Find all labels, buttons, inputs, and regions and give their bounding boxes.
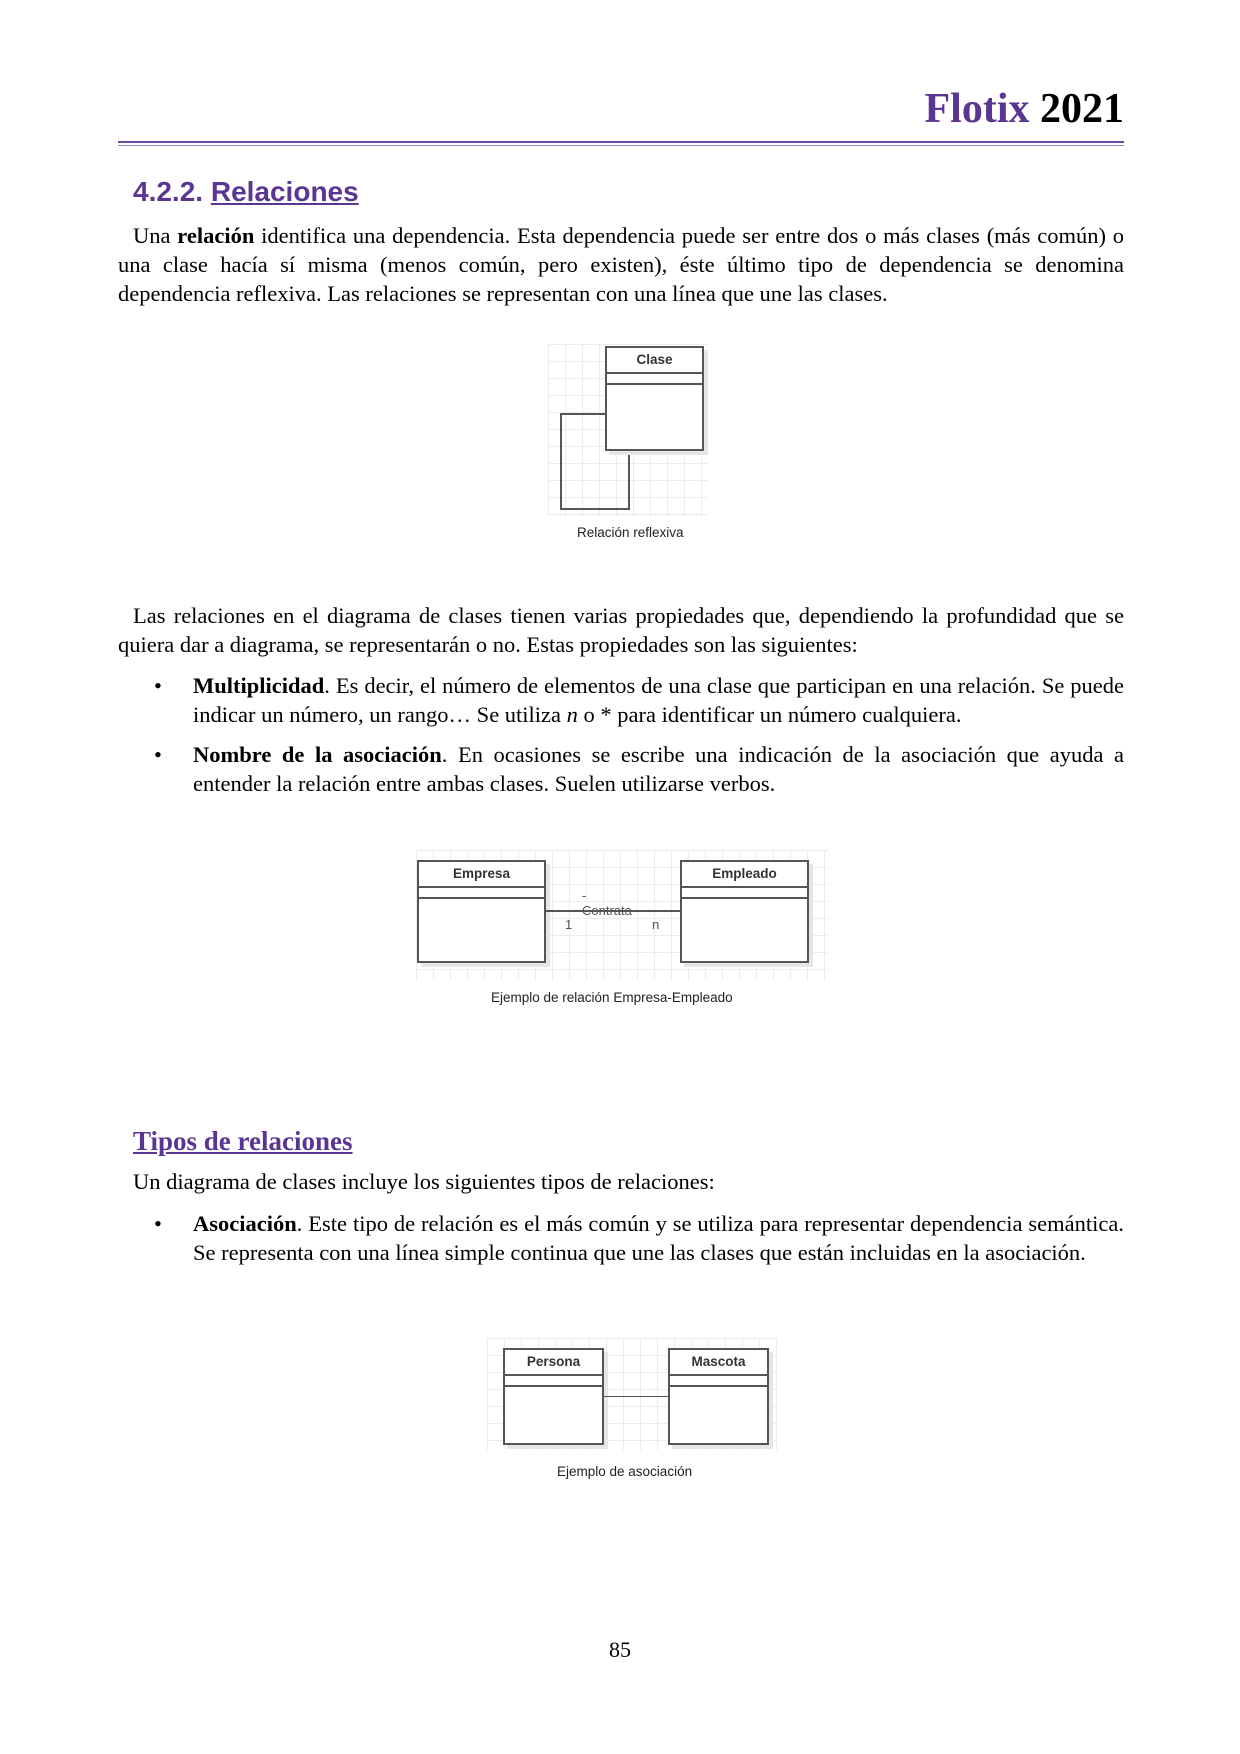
page-number: 85 bbox=[609, 1637, 631, 1662]
header-divider-thin bbox=[118, 145, 1124, 146]
subsection-heading: Tipos de relaciones bbox=[133, 1126, 353, 1156]
class-attributes bbox=[670, 1376, 767, 1387]
uml-class-empresa bbox=[417, 860, 546, 963]
figure-caption: Relación reflexiva bbox=[577, 525, 684, 540]
types-intro-paragraph: Un diagrama de clases incluye los siguientes tipos de relaciones: bbox=[133, 1169, 715, 1194]
bullet-icon: • bbox=[154, 1211, 162, 1236]
header-divider bbox=[118, 141, 1124, 143]
term-relacion: relación bbox=[177, 223, 255, 248]
intro-paragraph: Una relación identifica una dependencia. Esta dependencia puede ser entre dos o más clases (más común) o una clase hacía sí misma (menos común, pero existen), éste último tipo de dependencia se denomina dependencia reflexiva. Las relaciones se representan con una línea que une las clases. bbox=[118, 223, 1124, 306]
left-multiplicity: 1 bbox=[565, 917, 573, 932]
figure-caption: Ejemplo de relación Empresa-Empleado bbox=[491, 990, 733, 1005]
class-name: Empleado bbox=[682, 862, 807, 888]
list-item-multiplicidad: • Multiplicidad. Es decir, el número de elementos de una clase que participan en una relación. Se puede indicar un número, un rango… Se utiliza n o * para identificar un número cualquiera. bbox=[154, 673, 1124, 727]
types-list bbox=[118, 1209, 1124, 1278]
class-name: Empresa bbox=[419, 862, 544, 888]
section-title: Relaciones bbox=[210, 176, 359, 207]
class-attributes bbox=[419, 888, 544, 899]
document-header-title bbox=[925, 88, 1124, 130]
class-name: Mascota bbox=[670, 1350, 767, 1376]
loop-line-top bbox=[560, 413, 608, 415]
figure-caption: Ejemplo de asociación bbox=[557, 1464, 693, 1479]
association-line bbox=[603, 1396, 669, 1397]
class-attributes bbox=[682, 888, 807, 899]
class-attributes bbox=[505, 1376, 602, 1387]
properties-list bbox=[118, 671, 1124, 809]
uml-class-empleado bbox=[680, 860, 809, 963]
class-attributes bbox=[607, 374, 702, 385]
section-number: 4.2.2. bbox=[133, 176, 204, 207]
uml-class-mascota bbox=[668, 1348, 769, 1445]
loop-line-right bbox=[628, 450, 630, 510]
header-year: 2021 bbox=[1040, 86, 1124, 132]
section-heading bbox=[133, 176, 359, 208]
list-item-asociacion: • Asociación. Este tipo de relación es el más común y se utiliza para representar dependencia semántica. Se representa con una línea simple continua que une las clases que están incluidas en la asociación. bbox=[154, 1211, 1124, 1265]
bullet-icon: • bbox=[154, 742, 162, 767]
bullet-icon: • bbox=[154, 673, 162, 698]
class-name: Clase bbox=[607, 348, 702, 374]
list-item-nombre-asociacion: • Nombre de la asociación. En ocasiones se escribe una indicación de la asociación que ayuda a entender la relación entre ambas clases. Suelen utilizarse verbos. bbox=[154, 742, 1124, 796]
association-name: -Contrata- bbox=[582, 888, 637, 918]
class-name: Persona bbox=[505, 1350, 602, 1376]
loop-line-left bbox=[560, 413, 562, 510]
properties-paragraph: Las relaciones en el diagrama de clases tienen varias propiedades que, dependiendo la profundidad que se quiera dar a diagrama, se representarán o no. Estas propiedades son las siguientes: bbox=[118, 603, 1124, 657]
uml-class-clase bbox=[605, 346, 704, 451]
loop-line-bottom bbox=[560, 508, 630, 510]
uml-class-persona bbox=[503, 1348, 604, 1445]
right-multiplicity: n bbox=[652, 917, 660, 932]
header-brand: Flotix bbox=[924, 86, 1030, 132]
